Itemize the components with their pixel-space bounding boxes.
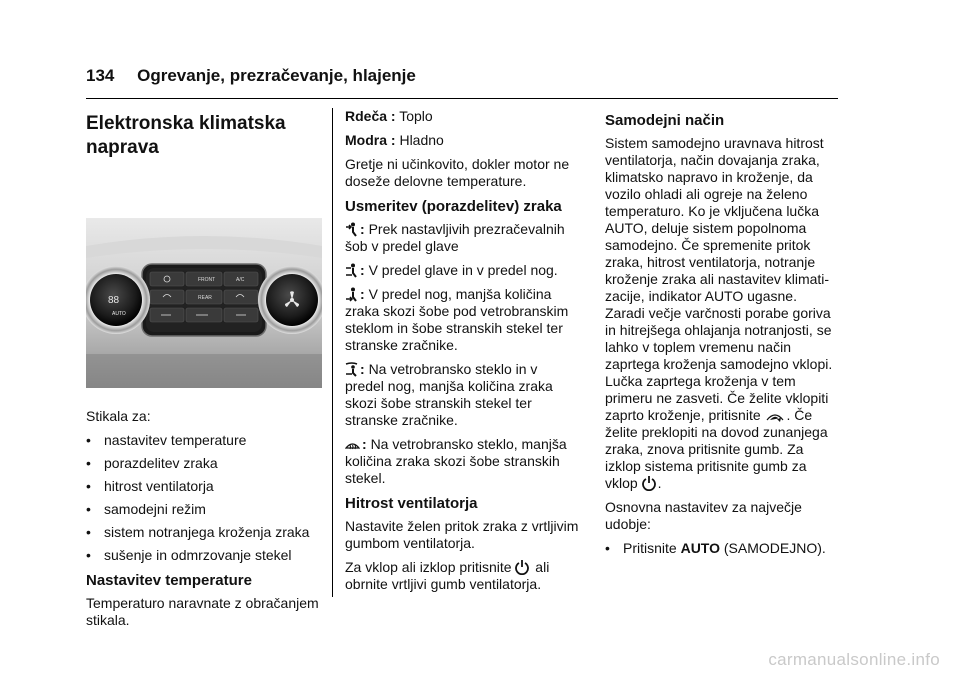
power-icon [515, 559, 529, 575]
vent-face-feet-icon [345, 263, 358, 278]
blue-line: Modra : Hladno [345, 132, 444, 148]
distribution-item-face: : Prek nastavljivih prezračevalnih šob v predel glave [345, 221, 565, 254]
panel-ac-label: A/C [236, 277, 245, 283]
comfort-intro: Osnovna nastavitev za največje udobje: [605, 499, 802, 532]
vent-face-icon [345, 222, 358, 237]
panel-front-label: FRONT [198, 277, 216, 283]
auto-label: AUTO [112, 311, 126, 317]
distribution-item-defrost: : Na vetrobransko steklo, manjša količina zraka skozi šobe stranskih stekel. [345, 436, 567, 486]
distribution-item-face-feet: : V predel glave in v predel nog. [345, 262, 580, 279]
heating-note: Gretje ni učinkovito, dokler motor ne doseže delovne temperature. [345, 156, 570, 189]
vent-windshield-feet-icon [345, 362, 358, 377]
fan-power-text: Za vklop ali izklop pritisnite ali obrnite vrtljivi gumb ventilatorja. [345, 559, 550, 592]
distribution-heading: Usmeritev (porazdelitev) zraka [345, 198, 562, 215]
climate-panel-photo [86, 218, 322, 388]
page-header [86, 66, 416, 86]
list-item: • sušenje in odmrzovanje stekel [86, 547, 292, 563]
power-icon [642, 475, 656, 491]
chapter-title: Ogrevanje, prezračevanje, hlajenje [137, 66, 416, 85]
auto-mode-text: Sistem samodejno uravnava hitrost ventilatorja, način dovajanja zraka, klimatsko napravo in kroženje, da vozilo ohladi ali ogreje na želeno temperaturo. Ko je vključena lučka AUTO, deluje sistem popolnoma samodejno. Če spremenite pritok zraka, hitrost ventilatorja, notranje kroženje zraka ali nastavitev klimatizacije, indikator AUTO ugasne. Zaradi večje varčnosti porabe goriva in hitrejšega ohlajanja notranjosti, se lahko v toplem vremenu način zaprtega kroženja samodejno vklopi. Lučka zaprtega kroženja v tem primeru ne zasveti. Če želite vklopiti zaprto kroženje, pritisnite . Če želite preklopiti na dovod zunanjega zraka, znova pritisnite gumb. Za izklop sistema pritisnite gumb za vklop . [605, 135, 833, 491]
header-rule [86, 98, 838, 99]
watermark: carmanualsonline.info [768, 650, 940, 669]
page-number: 134 [86, 66, 115, 85]
list-item: • samodejni režim [86, 501, 206, 517]
temp-display: 88 [108, 295, 120, 306]
list-item: • Pritisnite AUTO (SAMODEJNO). [605, 540, 826, 556]
column-1 [86, 108, 322, 636]
vent-feet-icon [345, 287, 358, 302]
list-item: • hitrost ventilatorja [86, 478, 214, 494]
list-item: • nastavitev temperature [86, 432, 247, 448]
column-2 [345, 108, 580, 600]
auto-mode-heading: Samodejni način [605, 112, 725, 129]
temperature-heading: Nastavitev temperature [86, 572, 252, 589]
switches-intro: Stikala za: [86, 408, 151, 424]
list-item: • porazdelitev zraka [86, 455, 218, 471]
fan-speed-text: Nastavite želen pritok zraka z vrtljivim gumbom ventilatorja. [345, 518, 579, 551]
section-heading: Elektronska klimatska naprava [86, 113, 286, 158]
defrost-icon [345, 439, 360, 452]
fan-speed-heading: Hitrost ventilatorja [345, 495, 478, 512]
red-line: Rdeča : Toplo [345, 108, 433, 124]
list-item: • sistem notranjega kroženja zraka [86, 524, 310, 540]
column-divider [332, 108, 333, 597]
panel-rear-label: REAR [198, 295, 212, 301]
column-3 [605, 108, 840, 563]
distribution-item-feet: : V predel nog, manjša količina zraka skozi šobe pod vetrobranskim steklom in šobe stranskih stekel ter stranske zračnike. [345, 286, 569, 353]
temperature-text: Temperaturo naravnate z obračanjem stikala. [86, 595, 319, 628]
distribution-item-windshield-feet: : Na vetrobransko steklo in v predel nog, manjša količina zraka skozi šobe stranskih stekel ter stranske zračnike. [345, 361, 553, 428]
recirculation-icon [765, 411, 785, 423]
